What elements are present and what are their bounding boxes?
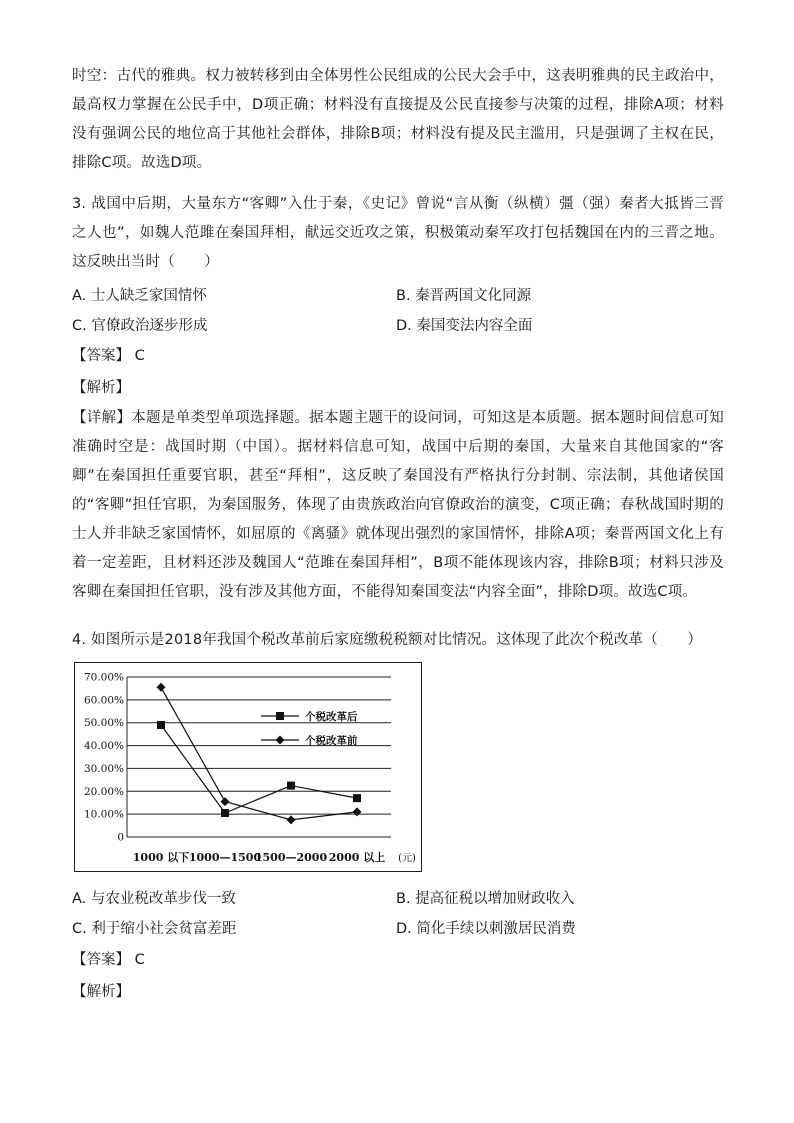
q3-answer: [72, 346, 145, 366]
q4-analysis-label: 【解析】: [72, 984, 130, 1000]
x-axis-label: (元): [398, 853, 416, 864]
q3-option-d: D. 秦国变法内容全面: [396, 318, 533, 334]
tax-comparison-chart: [75, 663, 421, 871]
data-point-diamond: [221, 797, 230, 806]
x-tick-label: 2000 以上: [328, 851, 386, 864]
data-point-diamond: [353, 807, 362, 816]
q3-detailed-analysis: 【详解】本题是单类型单项选择题。据本题主题干的设问词，可知这是本质题。据本题时间信息可知准确时空是：战国时期（中国）。据材料信息可知，战国中后期的秦国，大量来自其他国家的“客卿”在秦国担任重要官职，甚至“拜相”，这反映了秦国没有严格执行分封制、宗法制，其他诸侯国的“客卿”担任官职，为秦国服务，体现了由贵族政治向官僚政治的演变，C项正确；春秋战国时期的士人并非缺乏家国情怀，如屈原的《离骚》就体现出强烈的家国情怀，排除A项；秦晋两国文化上有着一定差距，且材料还涉及魏国人“范雎在秦国拜相”，B项不能体现该内容，排除B项；材料只涉及客卿在秦国担任官职，没有涉及其他方面，不能得知秦国变法“内容全面”，排除D项。故选C项。: [72, 410, 724, 600]
q4-answer-label: 【答案】: [72, 952, 130, 968]
legend-marker-diamond: [276, 736, 285, 745]
q4-option-d: D. 简化手续以刺激居民消费: [396, 921, 576, 937]
y-tick-label: 50.00%: [83, 717, 124, 730]
data-point-square: [287, 782, 295, 790]
x-tick-label: 1000—1500: [188, 851, 262, 864]
previous-answer-paragraph: 时空：古代的雅典。权力被转移到由全体男性公民组成的公民大会手中，这表明雅典的民主政治中，最高权力掌握在公民手中，D项正确；材料没有直接提及公民直接参与决策的过程，排除A项；材料没有强调公民的地位高于其他社会群体，排除B项；材料没有提及民主滥用，只是强调了主权在民，排除C项。故选D项。: [72, 68, 724, 171]
data-point-diamond: [287, 815, 296, 824]
q4-answer: [72, 950, 145, 970]
data-point-square: [157, 721, 165, 729]
x-tick-label: 1000 以下: [132, 851, 190, 864]
q3-option-a: A. 士人缺乏家国情怀: [72, 288, 207, 304]
q4-option-b: B. 提高征税以增加财政收入: [396, 891, 575, 907]
tax-comparison-chart-frame: [74, 662, 422, 872]
series-line-2: [161, 687, 357, 820]
y-tick-label: 30.00%: [83, 762, 124, 775]
q3-answer-value: C: [134, 348, 145, 364]
y-tick-label: 40.00%: [83, 740, 124, 753]
legend-marker-square: [276, 712, 284, 720]
data-point-square: [353, 794, 361, 802]
q3-option-b: B. 秦晋两国文化同源: [396, 288, 532, 304]
q4-answer-value: C: [134, 952, 145, 968]
q4-option-c: C. 利于缩小社会贫富差距: [72, 921, 237, 937]
y-tick-label: 20.00%: [83, 785, 124, 798]
data-point-diamond: [157, 683, 166, 692]
q3-option-c: C. 官僚政治逐步形成: [72, 318, 208, 334]
legend-label: 个税改革后: [305, 711, 358, 723]
legend-label: 个税改革前: [305, 735, 358, 747]
question-4-stem: 4. 如图所示是2018年我国个税改革前后家庭缴税税额对比情况。这体现了此次个税改革（ ）: [72, 632, 703, 648]
y-tick-label: 60.00%: [83, 694, 124, 707]
y-tick-label: 70.00%: [83, 671, 124, 684]
q3-answer-label: 【答案】: [72, 348, 130, 364]
y-tick-label: 10.00%: [83, 808, 124, 821]
data-point-square: [221, 809, 229, 817]
q3-analysis-label: 【解析】: [72, 380, 130, 396]
q4-option-a: A. 与农业税改革步伐一致: [72, 891, 236, 907]
question-3-stem: 3. 战国中后期，大量东方“客卿”入仕于秦，《史记》曾说“言从衡（纵横）彊（强）秦者大抵皆三晋之人也”，如魏人范雎在秦国拜相，献远交近攻之策，积极策动秦军攻打包括魏国在内的三晋之地。这反映出当时（ ）: [72, 196, 724, 270]
y-tick-label: 0: [117, 831, 124, 844]
x-tick-label: 1500—2000: [254, 851, 328, 864]
